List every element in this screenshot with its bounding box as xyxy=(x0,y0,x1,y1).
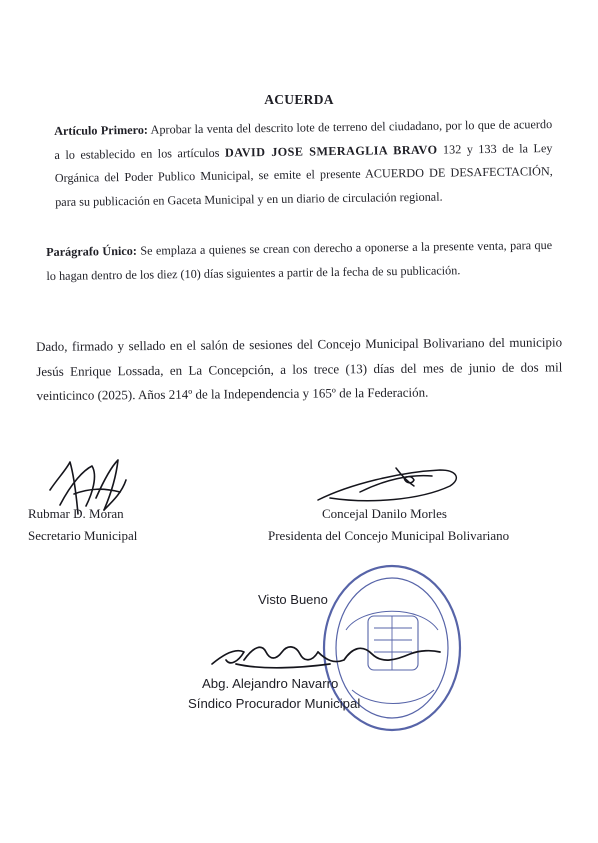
handwritten-signature-right-icon xyxy=(318,468,456,501)
article-text-a: Aprobar la venta del descrito lote de terreno del ciudadano, por lo que de acuerdo a lo establecido en los artículos xyxy=(54,117,553,162)
paragraph-label: Parágrafo Único: xyxy=(46,243,137,259)
citizen-name: DAVID JOSE SMERAGLIA BRAVO xyxy=(224,142,438,160)
syndic-role: Síndico Procurador Municipal xyxy=(188,696,361,711)
approval-label: Visto Bueno xyxy=(258,592,328,607)
handwritten-signature-center-icon xyxy=(212,647,440,668)
signature-block-secretary xyxy=(28,503,137,547)
paragraph-text: Se emplaza a quienes se crean con derecho a oponerse a la presente venta, para que lo hagan dentro de los diez (10) días siguientes a partir de la fecha de su publicación. xyxy=(46,237,553,283)
sole-paragraph xyxy=(46,234,553,288)
article-label: Artículo Primero: xyxy=(54,122,149,138)
closing-paragraph: Dado, firmado y sellado en el salón de sesiones del Concejo Municipal Bolivariano del municipio Jesús Enrique Lossada, en La Concepción, a los trece (13) días del mes de junio de dos mil veinticinco (2025). Años 214º de la Independencia y 165º de la Federación. xyxy=(36,334,563,403)
article-text-b: 132 y 133 de la Ley Orgánica del Poder Publico Municipal, se emite el presente ACUERDO DE DESAFECTACIÓN, para su publicación en Gaceta Municipal y en un diario de circulación regional. xyxy=(54,140,553,209)
president-name: Concejal Danilo Morles xyxy=(322,506,447,521)
document-heading: ACUERDA xyxy=(264,92,334,107)
signature-block-syndic xyxy=(188,674,360,714)
secretary-role: Secretario Municipal xyxy=(28,528,138,543)
article-first-paragraph xyxy=(54,113,553,214)
syndic-name: Abg. Alejandro Navarro xyxy=(202,676,339,691)
secretary-name: Rubmar D. Moran xyxy=(28,506,124,521)
signature-block-president xyxy=(268,503,509,547)
president-role: Presidenta del Concejo Municipal Bolivariano xyxy=(268,528,510,543)
